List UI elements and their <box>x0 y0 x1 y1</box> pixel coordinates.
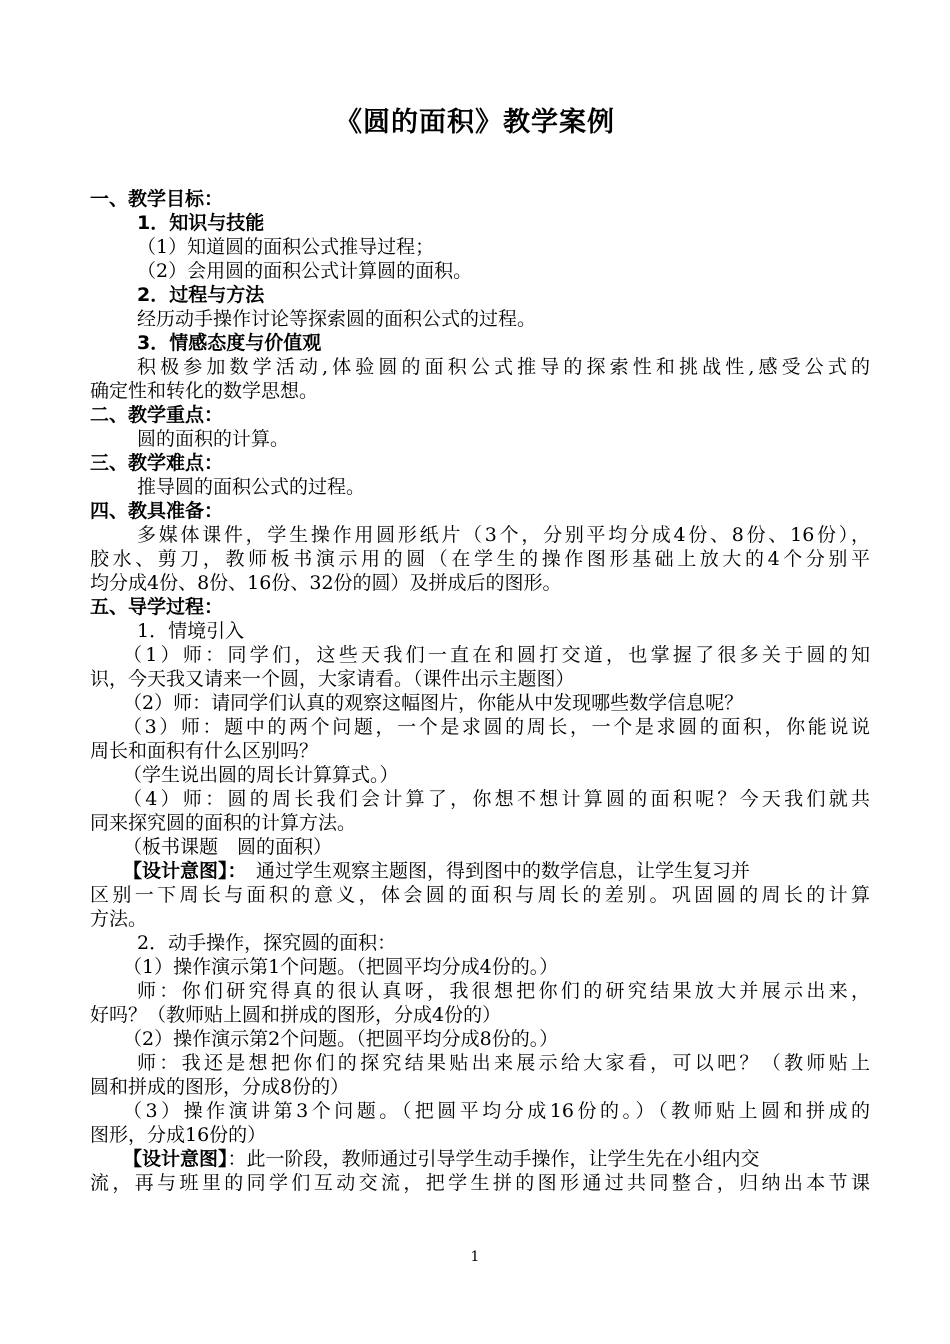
paragraph-line: 胶水、剪刀，教师板书演示用的圆（在学生的操作图形基础上放大的4个分别平 <box>90 548 870 570</box>
paragraph-line: （2）师：请同学们认真的观察这幅图片，你能从中发现哪些数学信息呢？ <box>123 692 744 714</box>
paragraph-line: 图形，分成16份的） <box>90 1124 267 1146</box>
subsection-heading: 1．知识与技能 <box>137 212 265 234</box>
paragraph-line: （3）操作演讲第3个问题。（把圆平均分成16份的。）（教师贴上圆和拼成的 <box>123 1100 870 1122</box>
paragraph-line: 均分成4份、8份、16份、32份的圆）及拼成后的图形。 <box>90 572 562 594</box>
paragraph-line: 方法。 <box>90 908 148 930</box>
paragraph-text: ：此一阶段，教师通过引导学生动手操作，让学生先在小组内交 <box>227 1148 760 1170</box>
subsection-heading: 2．过程与方法 <box>137 284 265 306</box>
paragraph-line: 积极参加数学活动,体验圆的面积公式推导的探索性和挑战性,感受公式的 <box>137 356 870 378</box>
paragraph-line: 推导圆的面积公式的过程。 <box>137 476 366 498</box>
paragraph-line: （4）师：圆的周长我们会计算了，你想不想计算圆的面积呢？今天我们就共 <box>123 788 870 810</box>
paragraph-text: 通过学生观察主题图，得到图中的数学信息，让学生复习并 <box>237 860 751 882</box>
paragraph-line: （板书课题 圆的面积） <box>123 836 333 858</box>
paragraph-line: 师：我还是想把你们的探究结果贴出来展示给大家看，可以吧？（教师贴上 <box>137 1052 870 1074</box>
paragraph-line: （1）操作演示第1个问题。（把圆平均分成4份的。） <box>123 956 559 978</box>
paragraph-line: 同来探究圆的面积的计算方法。 <box>90 812 357 834</box>
paragraph-line: （学生说出圆的周长计算算式。） <box>123 764 399 786</box>
paragraph-line: 识，今天我又请来一个圆，大家请看。（课件出示主题图） <box>90 668 575 690</box>
paragraph-line: 区别一下周长与面积的意义，体会圆的面积与周长的差别。巩固圆的周长的计算 <box>90 884 870 906</box>
section-heading: 二、教学重点： <box>90 404 224 426</box>
design-intent-line <box>90 859 870 883</box>
paragraph-line: 圆的面积的计算。 <box>137 428 290 450</box>
paragraph-line: 周长和面积有什么区别吗？ <box>90 740 319 762</box>
paragraph-line: （1）知道圆的面积公式推导过程； <box>137 236 435 258</box>
paragraph-line: （1）师：同学们，这些天我们一直在和圆打交道，也掌握了很多关于圆的知 <box>123 644 870 666</box>
paragraph-line: （2）会用圆的面积公式计算圆的面积。 <box>137 260 473 282</box>
paragraph-line: 2．动手操作，探究圆的面积： <box>137 932 397 954</box>
paragraph-line: 圆和拼成的图形，分成8份的） <box>90 1076 350 1098</box>
paragraph-line: 多媒体课件，学生操作用圆形纸片（3个，分别平均分成4份、8份、16份）， <box>137 524 870 546</box>
section-heading: 三、教学难点： <box>90 452 224 474</box>
design-intent-line <box>90 1147 870 1171</box>
design-intent-label: 【设计意图】 <box>123 1148 228 1170</box>
paragraph-line: （2）操作演示第2个问题。（把圆平均分成8份的。） <box>123 1028 559 1050</box>
paragraph-line: 好吗？（教师贴上圆和拼成的图形，分成4份的） <box>90 1004 502 1026</box>
section-heading: 四、教具准备： <box>90 500 224 522</box>
section-heading: 五、导学过程： <box>90 596 224 618</box>
paragraph-line: 经历动手操作讨论等探索圆的面积公式的过程。 <box>137 308 537 330</box>
page-number: 1 <box>470 1249 480 1265</box>
paragraph-line: 1．情境引入 <box>137 620 245 642</box>
paragraph-line: 确定性和转化的数学思想。 <box>90 380 319 402</box>
document-title: 《圆的面积》教学案例 <box>335 107 615 138</box>
subsection-heading: 3．情感态度与价值观 <box>137 332 322 354</box>
document-body <box>90 187 870 1195</box>
section-heading: 一、教学目标： <box>90 188 224 210</box>
paragraph-line: 流，再与班里的同学们互动交流，把学生拼的图形通过共同整合，归纳出本节课 <box>90 1172 870 1194</box>
paragraph-line: （3）师：题中的两个问题，一个是求圆的周长，一个是求圆的面积，你能说说 <box>123 716 870 738</box>
paragraph-line: 师：你们研究得真的很认真呀，我很想把你们的研究结果放大并展示出来， <box>137 980 870 1002</box>
design-intent-label: 【设计意图】： <box>123 860 238 882</box>
